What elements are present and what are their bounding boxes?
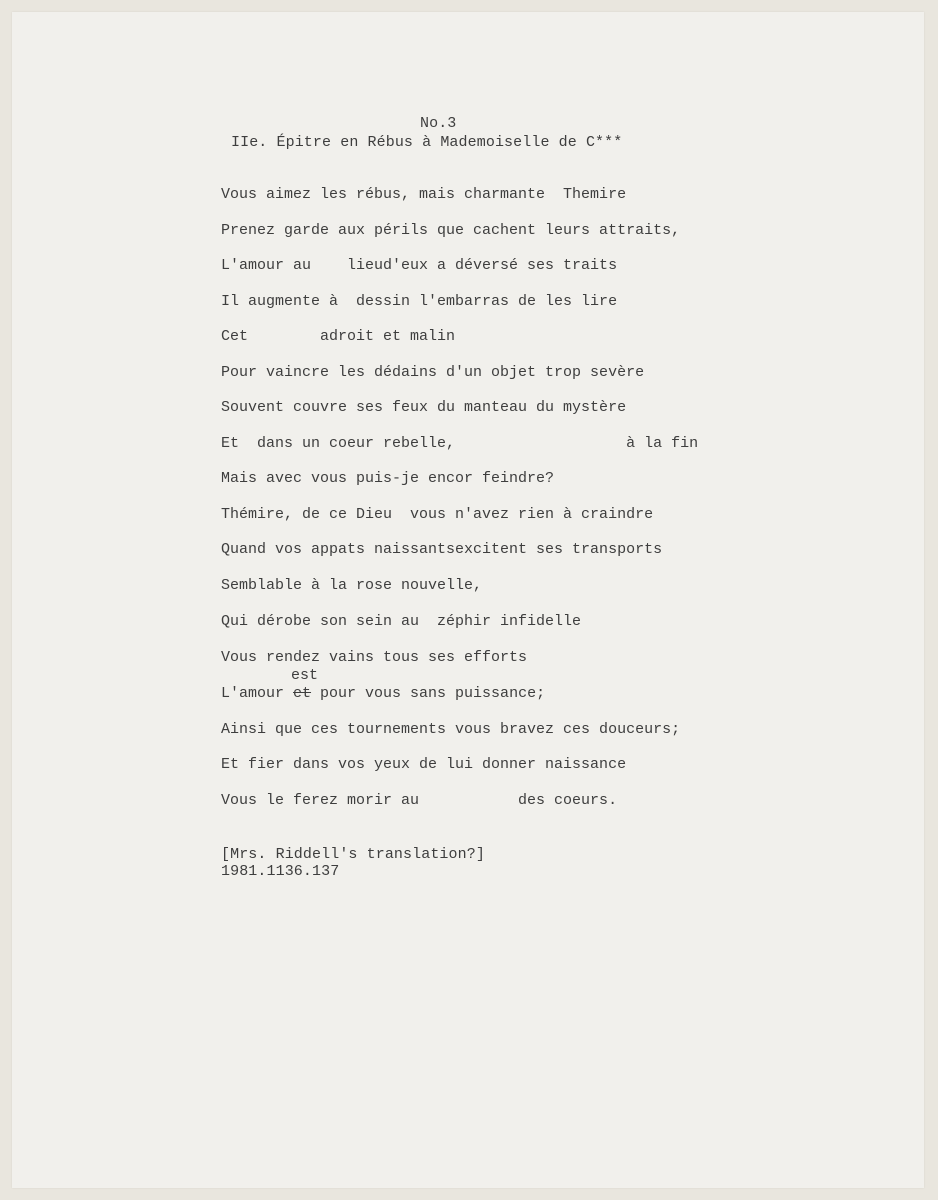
poem-line: L'amour au lieud'eux a déversé ses traits	[221, 257, 618, 274]
poem-line: Thémire, de ce Dieu vous n'avez rien à craindre	[221, 506, 654, 523]
poem-line-corrected	[221, 685, 545, 703]
poem-line: Vous le ferez morir au des coeurs.	[221, 792, 618, 809]
poem-line: Mais avec vous puis-je encor feindre?	[221, 470, 555, 487]
poem-line: Semblable à la rose nouvelle,	[221, 577, 483, 594]
poem-line: Il augmente à dessin l'embarras de les lire	[221, 293, 618, 310]
poem-line-start: L'amour	[221, 685, 294, 702]
page-title: IIe. Épitre en Rébus à Mademoiselle de C***	[231, 134, 623, 151]
poem-line: Et dans un coeur rebelle, à la fin	[221, 435, 699, 452]
poem-line: Et fier dans vos yeux de lui donner naissance	[221, 756, 627, 773]
poem-line: Prenez garde aux périls que cachent leurs attraits,	[221, 222, 681, 239]
page-number: No.3	[420, 115, 457, 132]
poem-line: Cet adroit et malin	[221, 328, 456, 345]
poem-line: Pour vaincre les dédains d'un objet trop sevère	[221, 364, 645, 381]
struck-word: et	[293, 685, 312, 702]
poem-line-end: pour vous sans puissance;	[311, 685, 546, 702]
poem-line: Ainsi que ces tournements vous bravez ces douceurs;	[221, 721, 681, 738]
poem-line: Vous rendez vains tous ses efforts	[221, 649, 528, 666]
translation-note: [Mrs. Riddell's translation?]	[221, 846, 485, 863]
poem-line: Qui dérobe son sein au zéphir infidelle	[221, 613, 582, 630]
interlinear-correction: est	[291, 667, 319, 684]
poem-line: Quand vos appats naissantsexcitent ses transports	[221, 541, 663, 558]
poem-line: Vous aimez les rébus, mais charmante Themire	[221, 186, 627, 203]
poem-line: Souvent couvre ses feux du manteau du mystère	[221, 399, 627, 416]
accession-number: 1981.1136.137	[221, 863, 340, 880]
